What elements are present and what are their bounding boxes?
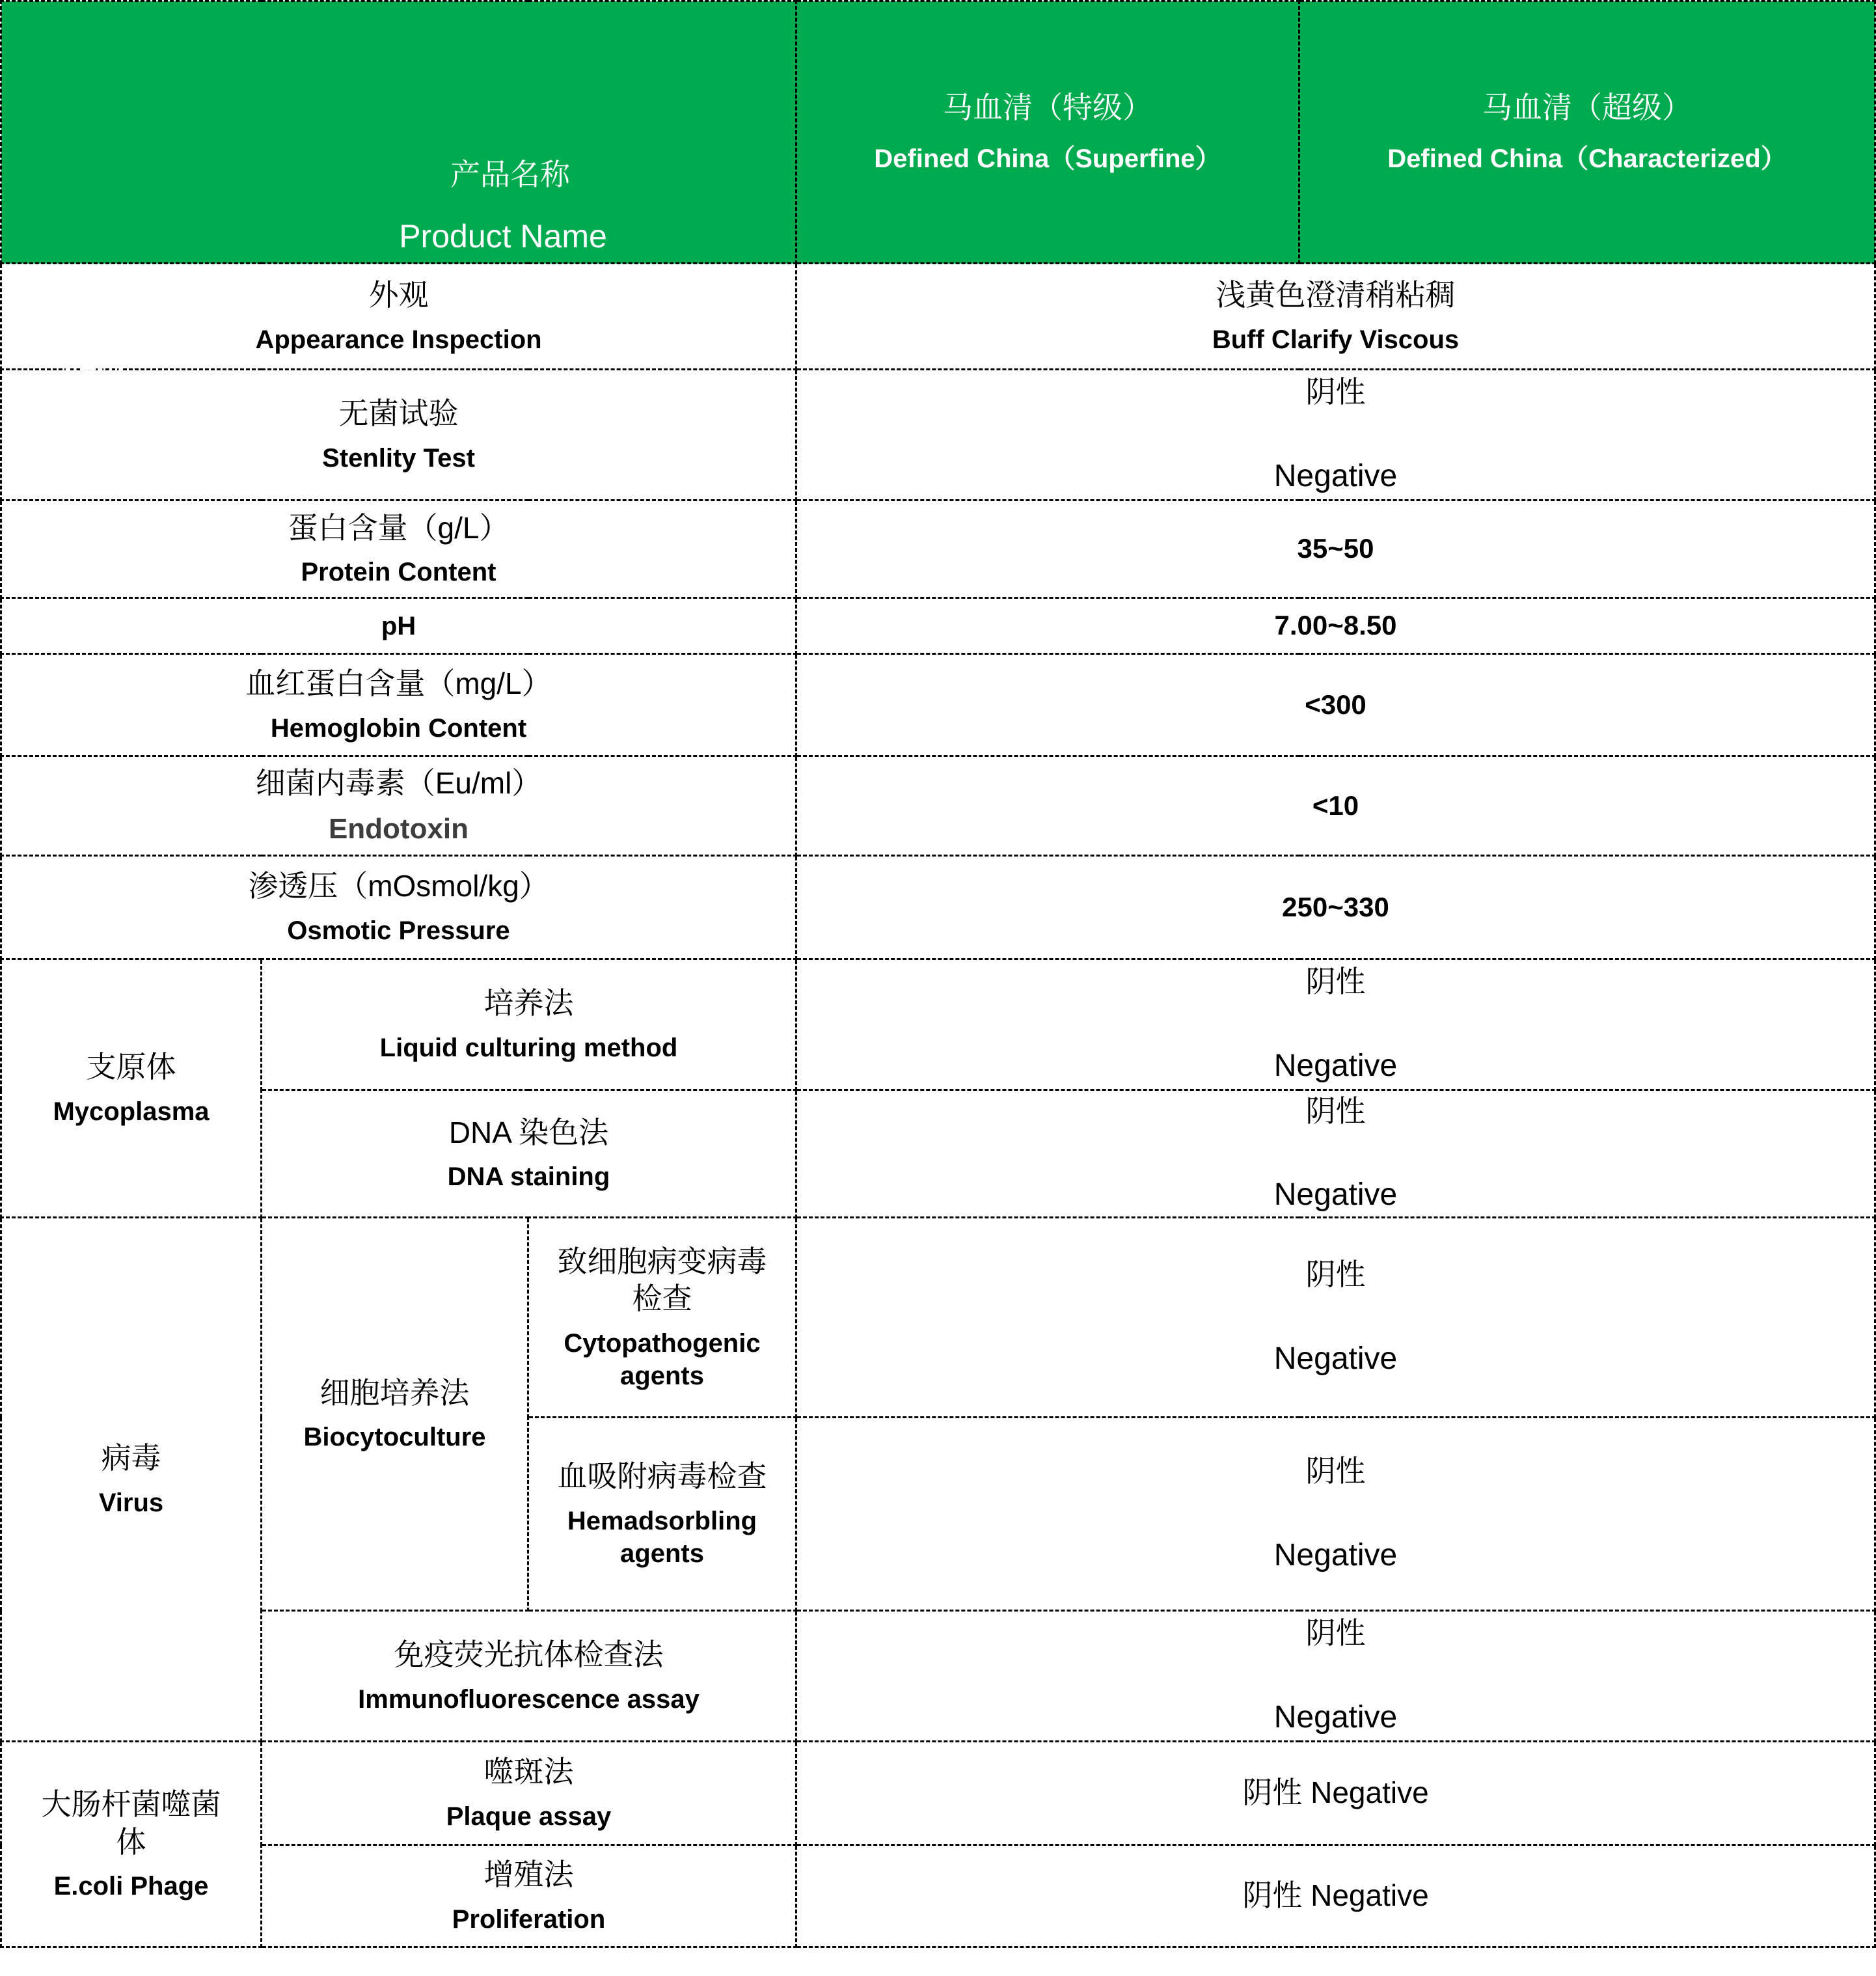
value-en: Negative	[1273, 1341, 1398, 1376]
subgroup-zh: 细胞培养法	[319, 1375, 470, 1410]
label-ph	[1, 598, 796, 654]
row-sterility	[1, 370, 1875, 501]
value-mixed: 阴性 Negative	[1242, 1776, 1429, 1810]
label-zh: 血红蛋白含量（mg/L）	[245, 666, 552, 701]
value-appearance	[796, 264, 1875, 370]
value-hemadsorbling	[796, 1418, 1875, 1611]
label-osmotic	[1, 856, 796, 959]
group-en: E.coli Phage	[53, 1872, 209, 1901]
value-number: 7.00~8.50	[1274, 610, 1397, 641]
superfine-en: Defined China（Superfine）	[874, 144, 1221, 173]
label-en: Plaque assay	[446, 1802, 612, 1831]
label-en: Endotoxin	[328, 813, 469, 845]
value-zh: 阴性	[1305, 1454, 1366, 1489]
value-en: Negative	[1273, 1177, 1398, 1213]
group-en: Virus	[98, 1488, 164, 1517]
value-en: Negative	[1273, 458, 1398, 493]
group-en: Mycoplasma	[53, 1097, 210, 1126]
row-endotoxin	[1, 756, 1875, 856]
value-zh: 阴性	[1305, 1257, 1366, 1292]
label-en: DNA staining	[447, 1162, 610, 1192]
value-zh: 浅黄色澄清稍粘稠	[1216, 278, 1456, 312]
label-plaque-assay	[262, 1742, 796, 1845]
row-proliferation	[1, 1845, 1875, 1947]
group-ecoli-phage	[1, 1742, 262, 1947]
label-en: Hemadsorbling agents	[567, 1506, 757, 1568]
label-zh: 血吸附病毒检查	[557, 1459, 767, 1494]
row-dna-staining	[1, 1090, 1875, 1218]
label-en: Cytopathogenic agents	[564, 1328, 761, 1390]
value-endotoxin	[796, 756, 1875, 856]
value-zh: 阴性	[1305, 375, 1366, 409]
value-number: <300	[1305, 689, 1366, 720]
subgroup-biocytoculture	[262, 1218, 528, 1611]
label-zh: 蛋白含量（g/L）	[288, 510, 510, 545]
row-appearance	[1, 264, 1875, 370]
value-proliferation	[796, 1845, 1875, 1947]
label-en: Osmotic Pressure	[287, 916, 510, 945]
label-zh: DNA 染色法	[448, 1115, 609, 1149]
label-zh: 免疫荧光抗体检查法	[394, 1638, 664, 1672]
value-en: Buff Clarify Viscous	[1212, 325, 1460, 354]
header-row	[1, 1, 1875, 264]
characterized-zh: 马血清（超级）	[1482, 90, 1692, 125]
row-mycoplasma-culture	[1, 959, 1875, 1090]
value-mixed: 阴性 Negative	[1242, 1878, 1429, 1913]
value-number: <10	[1312, 789, 1359, 821]
label-proliferation	[262, 1845, 796, 1947]
value-osmotic	[796, 856, 1875, 959]
group-zh: 支原体	[86, 1050, 176, 1084]
value-zh: 阴性	[1305, 1093, 1366, 1128]
label-zh: 外观	[368, 278, 429, 312]
row-plaque-assay	[1, 1742, 1875, 1845]
label-immunofluorescence	[262, 1611, 796, 1742]
label-en: Hemoglobin Content	[270, 713, 527, 743]
row-immunofluorescence	[1, 1611, 1875, 1742]
label-zh: 培养法	[483, 986, 574, 1021]
value-en: Negative	[1273, 1699, 1398, 1735]
group-virus	[1, 1218, 262, 1742]
subgroup-en: Biocytoculture	[303, 1423, 486, 1452]
item-label-en: Item	[62, 350, 124, 385]
product-name-label-zh: 产品名称	[450, 158, 570, 191]
product-name-label-en: Product Name	[399, 218, 607, 254]
value-liquid-culturing	[796, 959, 1875, 1090]
label-zh: 无菌试验	[338, 396, 459, 431]
label-en: pH	[381, 611, 416, 640]
superfine-zh: 马血清（特级）	[943, 90, 1152, 125]
row-ph	[1, 598, 1875, 654]
label-liquid-culturing	[262, 959, 796, 1090]
value-dna-staining	[796, 1090, 1875, 1218]
label-en: Liquid culturing method	[379, 1033, 678, 1062]
value-hemoglobin	[796, 654, 1875, 756]
label-sterility	[1, 370, 796, 501]
label-en: Proliferation	[452, 1904, 606, 1934]
value-cytopathogenic	[796, 1218, 1875, 1418]
label-zh: 致细胞病变病毒检查	[557, 1244, 767, 1315]
label-zh: 渗透压（mOsmol/kg）	[248, 869, 549, 903]
item-label-zh: 项目	[59, 288, 119, 322]
label-zh: 增殖法	[483, 1858, 574, 1892]
label-cytopathogenic	[528, 1218, 796, 1418]
label-zh: 噬斑法	[483, 1755, 574, 1789]
value-zh: 阴性	[1305, 965, 1366, 999]
label-dna-staining	[262, 1090, 796, 1218]
label-protein	[1, 501, 796, 598]
label-hemoglobin	[1, 654, 796, 756]
value-en: Negative	[1273, 1537, 1398, 1572]
value-immunofluorescence	[796, 1611, 1875, 1742]
value-sterility	[796, 370, 1875, 501]
row-cytopathogenic	[1, 1218, 1875, 1418]
label-en: Appearance Inspection	[255, 325, 542, 354]
row-hemoglobin	[1, 654, 1875, 756]
label-zh: 细菌内毒素（Eu/ml）	[255, 765, 542, 800]
characterized-en: Defined China（Characterized）	[1387, 144, 1787, 173]
group-zh: 病毒	[101, 1441, 161, 1475]
row-osmotic	[1, 856, 1875, 959]
value-protein	[796, 501, 1875, 598]
label-en: Immunofluorescence assay	[358, 1684, 700, 1714]
label-en: Protein Content	[301, 558, 496, 587]
label-en: Stenlity Test	[322, 443, 475, 473]
label-endotoxin	[1, 756, 796, 856]
label-hemadsorbling	[528, 1418, 796, 1611]
value-plaque-assay	[796, 1742, 1875, 1845]
value-en: Negative	[1273, 1048, 1398, 1083]
value-ph	[796, 598, 1875, 654]
row-protein	[1, 501, 1875, 598]
group-mycoplasma	[1, 959, 262, 1218]
header-col-superfine	[796, 1, 1299, 264]
header-col-characterized	[1299, 1, 1875, 264]
value-number: 250~330	[1282, 891, 1389, 922]
value-number: 35~50	[1297, 533, 1374, 564]
group-zh: 大肠杆菌噬菌体	[41, 1787, 221, 1859]
value-zh: 阴性	[1305, 1616, 1366, 1651]
